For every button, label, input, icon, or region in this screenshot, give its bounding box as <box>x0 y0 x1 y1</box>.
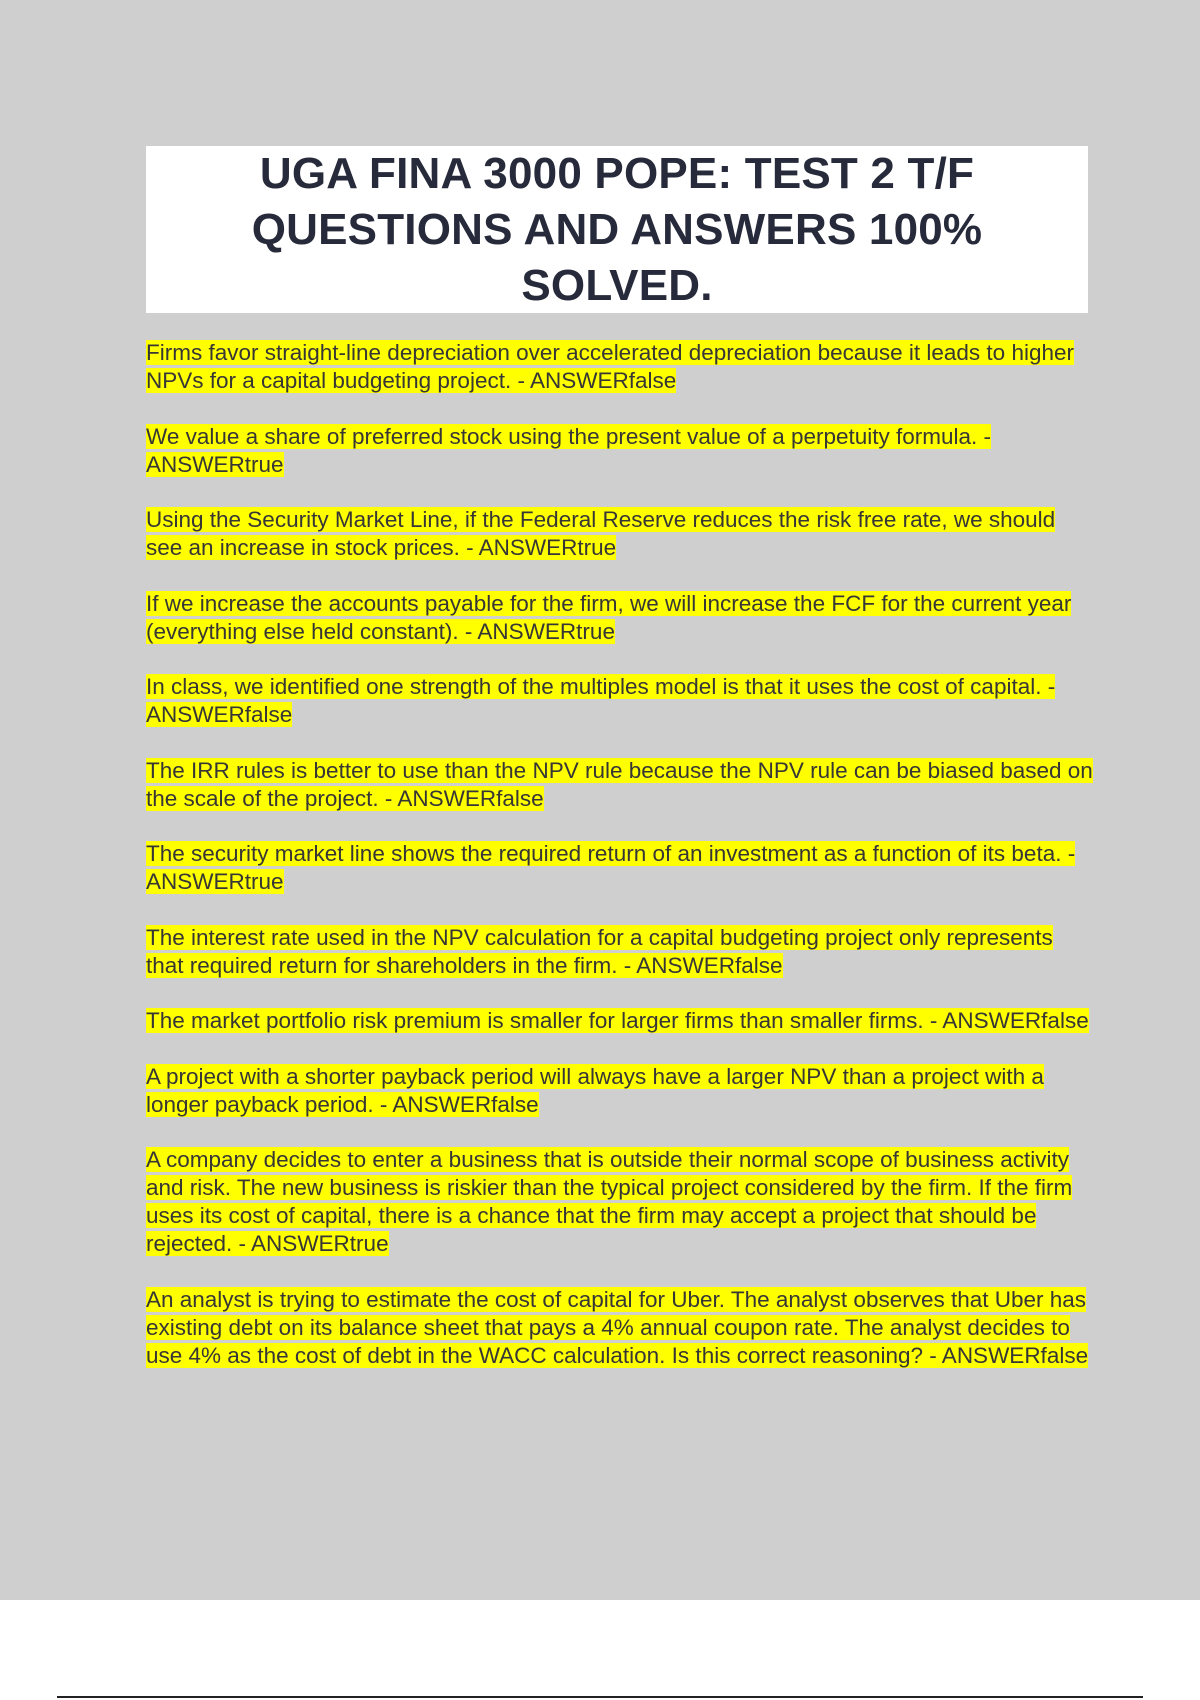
qa-item <box>146 1286 1096 1370</box>
title-line: UGA FINA 3000 POPE: TEST 2 T/F <box>259 148 975 198</box>
qa-text: In class, we identified one strength of the multiples model is that it uses the cost of capital. - ANSWERfalse <box>146 674 1056 727</box>
qa-item <box>146 757 1096 813</box>
qa-item <box>146 590 1096 646</box>
qa-item <box>146 840 1096 896</box>
title-line: SOLVED. <box>521 260 713 310</box>
qa-text: The interest rate used in the NPV calculation for a capital budgeting project only represents that required return for shareholders in the firm. - ANSWERfalse <box>146 924 1053 978</box>
qa-text: A company decides to enter a business that is outside their normal scope of business activity and risk. The new business is riskier than the typical project considered by the firm. If the firm uses its cost of capital, there is a chance that the firm may accept a project that should be rejected. - ANSWERtrue <box>146 1147 1073 1256</box>
title-box <box>146 146 1088 313</box>
qa-text: A project with a shorter payback period will always have a larger NPV than a project with a longer payback period. - ANSWERfalse <box>146 1063 1044 1117</box>
qa-item <box>146 673 1096 729</box>
qa-item <box>146 423 1096 479</box>
qa-item <box>146 506 1096 562</box>
qa-text: If we increase the accounts payable for the firm, we will increase the FCF for the current year (everything else held constant). - ANSWERtrue <box>146 590 1072 644</box>
qa-item <box>146 1007 1096 1035</box>
qa-text: Using the Security Market Line, if the Federal Reserve reduces the risk free rate, we should see an increase in stock prices. - ANSWERtrue <box>146 507 1056 560</box>
qa-text: The security market line shows the required return of an investment as a function of its beta. - ANSWERtrue <box>146 841 1076 894</box>
qa-list <box>146 339 1096 1397</box>
qa-text: Firms favor straight-line depreciation over accelerated depreciation because it leads to higher NPVs for a capital budgeting project. - ANSWERfalse <box>146 340 1074 393</box>
document-title <box>167 146 1067 314</box>
qa-item <box>146 924 1096 980</box>
qa-text: The market portfolio risk premium is smaller for larger firms than smaller firms. - ANSWERfalse <box>146 1008 1089 1033</box>
qa-item <box>146 1146 1096 1258</box>
qa-text: We value a share of preferred stock using the present value of a perpetuity formula. - ANSWERtrue <box>146 423 992 477</box>
qa-item <box>146 1063 1096 1119</box>
qa-text: An analyst is trying to estimate the cost of capital for Uber. The analyst observes that Uber has existing debt on its balance sheet that pays a 4% annual coupon rate. The analyst decides to use 4% as the cost of debt in the WACC calculation. Is this correct reasoning? - ANSWERfalse <box>146 1286 1089 1368</box>
footer-rule <box>57 1696 1143 1698</box>
qa-item <box>146 339 1096 395</box>
qa-text: The IRR rules is better to use than the NPV rule because the NPV rule can be biased based on the scale of the project. - ANSWERfalse <box>146 757 1093 811</box>
title-line: QUESTIONS AND ANSWERS 100% <box>251 204 983 254</box>
